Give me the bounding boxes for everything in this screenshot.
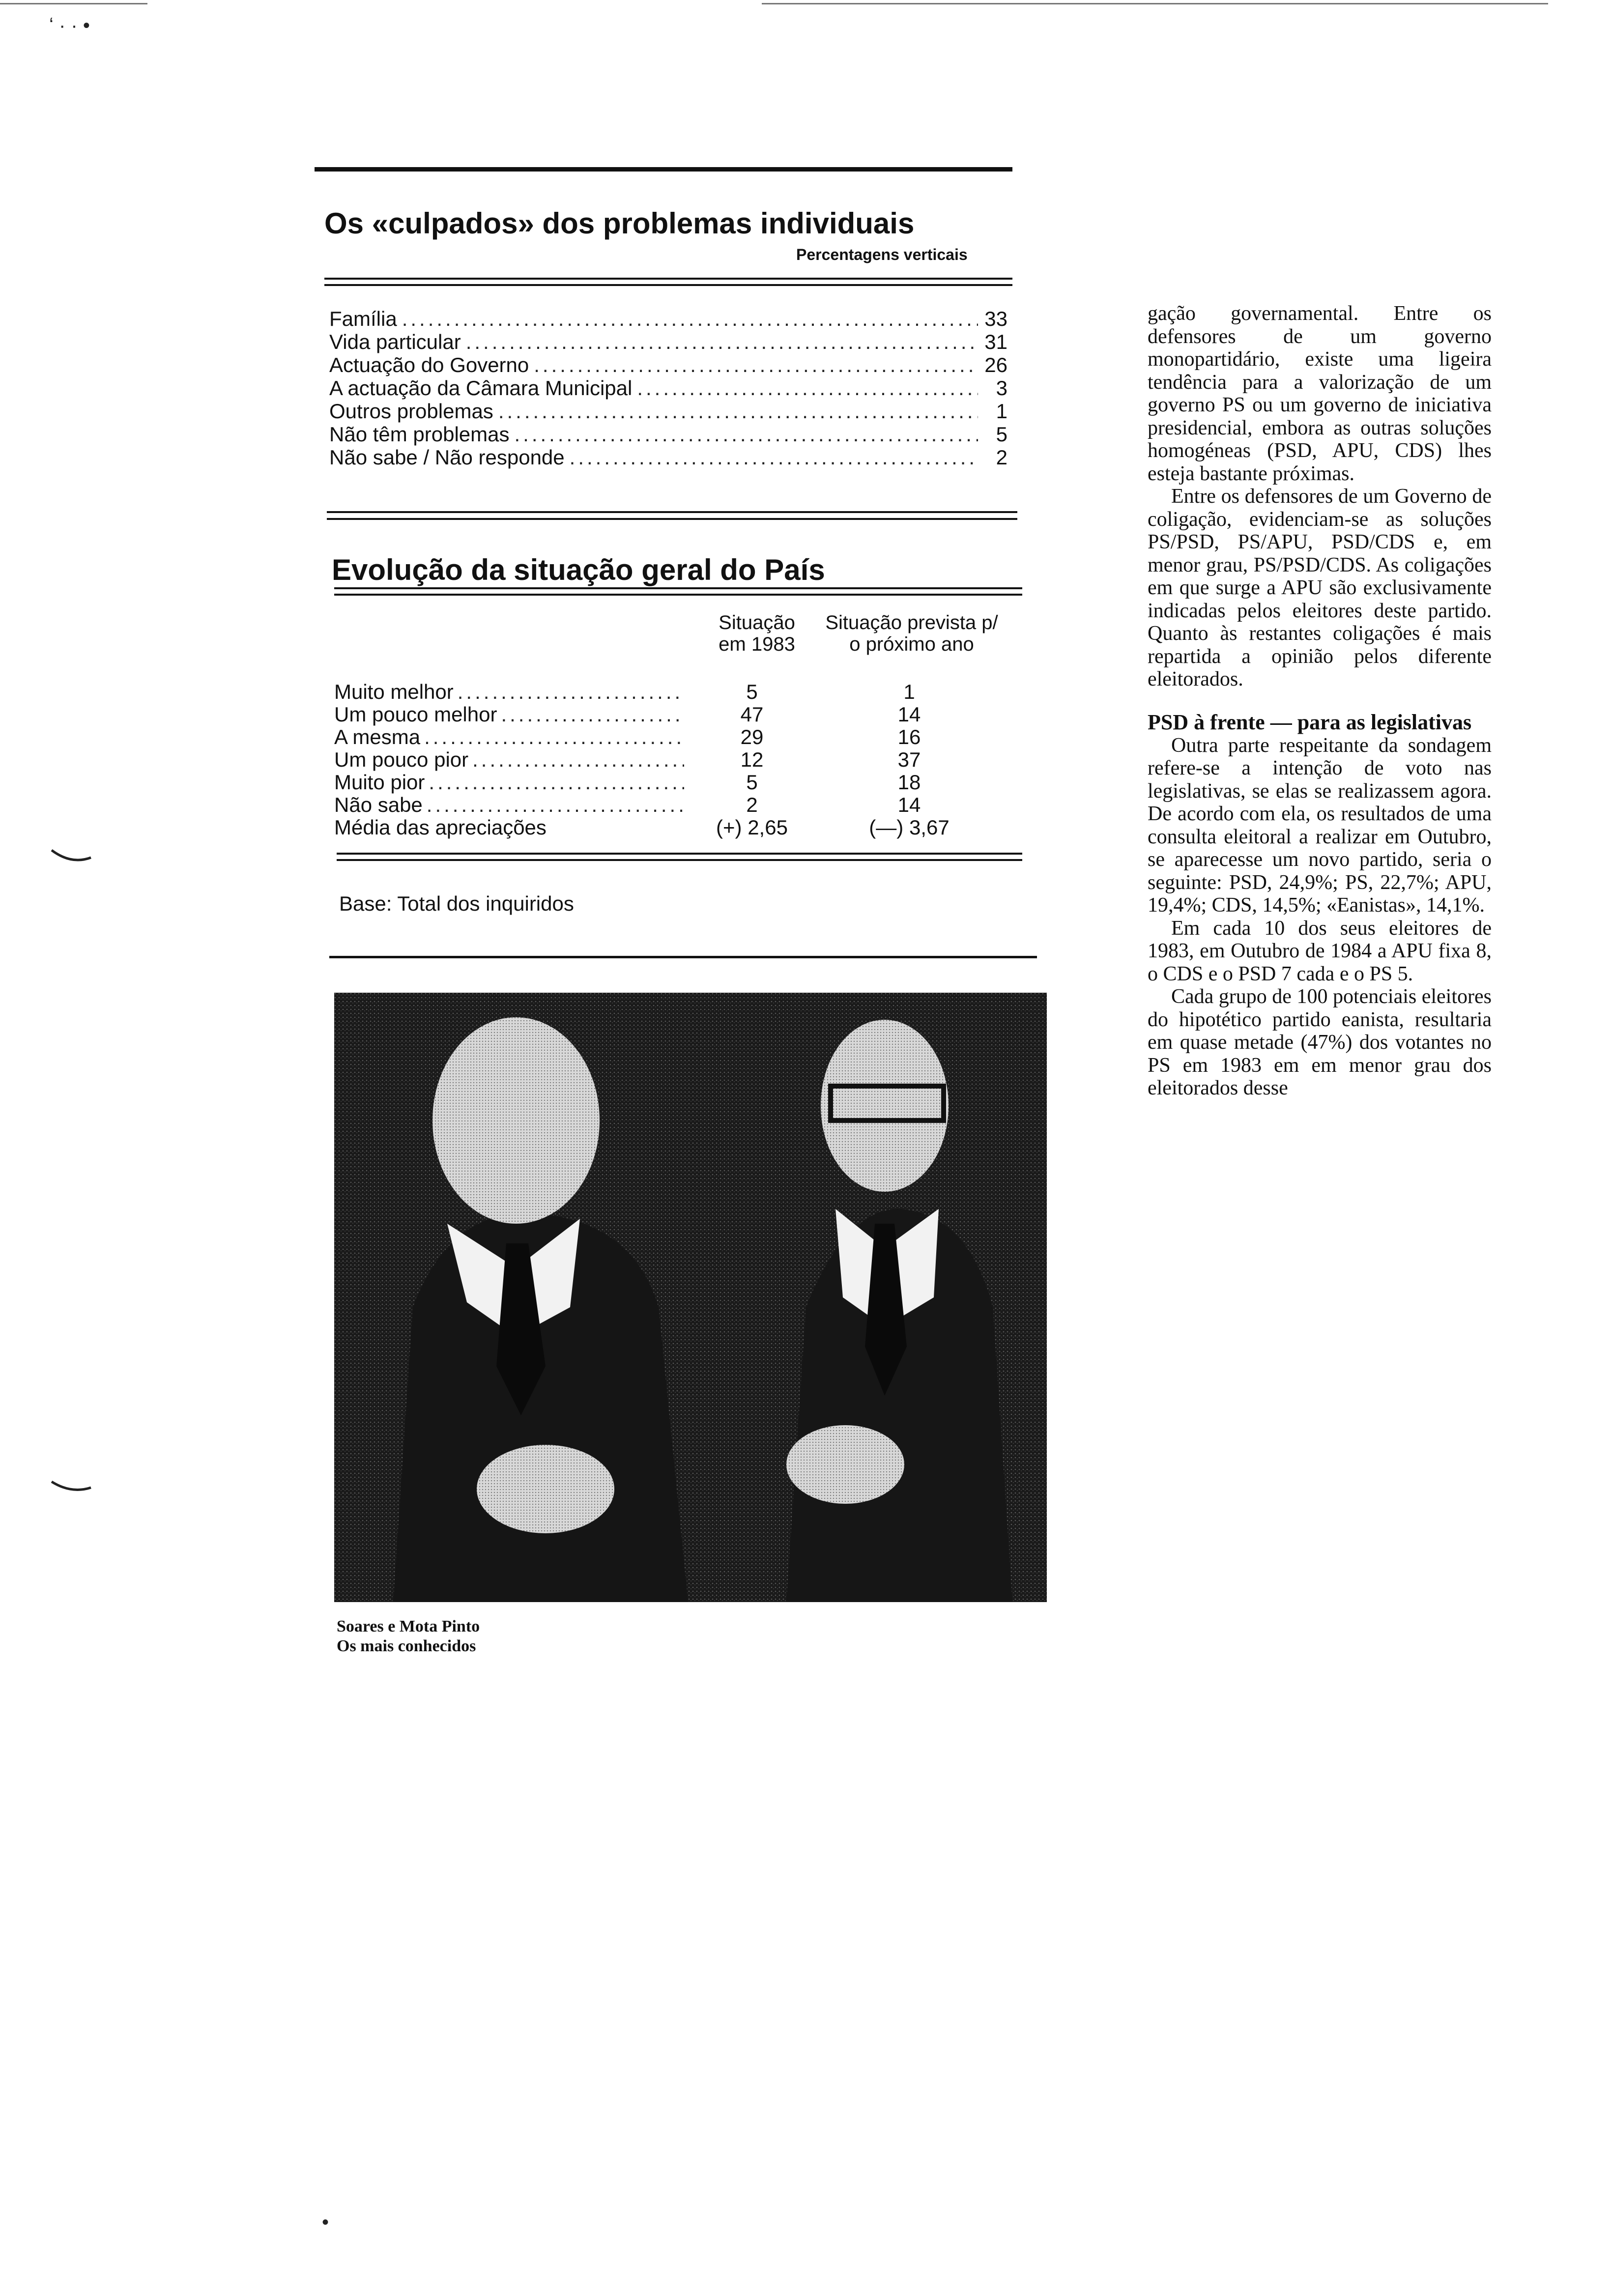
- newspaper-photo: [334, 993, 1047, 1602]
- scan-speck: ʻ · · •: [49, 15, 90, 36]
- row-label: A mesma: [334, 725, 421, 748]
- value-1983: 12: [740, 748, 764, 771]
- value-next-year: 16: [897, 725, 921, 748]
- table2-base-note: Base: Total dos inquiridos: [339, 892, 574, 915]
- value-next-year: 18: [897, 771, 921, 794]
- table-row: [329, 353, 1008, 376]
- scan-edge-line: [762, 3, 1548, 4]
- caption-names: Soares e Mota Pinto: [337, 1617, 480, 1636]
- scan-edge-line: [0, 3, 147, 4]
- article-paragraph: gação governamental. Entre os defensores de um governo monopartidário, existe uma ligeira tendência para a valorização de um governo PS ou um governo de iniciativa presidencial, embora as outras soluções homogéneas (PSD, APU, CDS) lhes esteja bastante próximas.: [1148, 302, 1492, 485]
- value-next-year: 1: [903, 680, 915, 703]
- table1-top-rule: [315, 167, 1012, 172]
- table2-bottom-rule: [337, 853, 1022, 855]
- table2-title-rule: [334, 587, 1022, 589]
- row-value: 26: [984, 353, 1008, 376]
- row-label: Muito melhor: [334, 680, 454, 703]
- table1-body: [329, 307, 1008, 469]
- table2-body: [334, 681, 1003, 839]
- article-paragraph: Cada grupo de 100 potenciais eleitores do hipotético partido eanista, resultaria em quase metade (47%) dos votantes no PS em 1983 em em menor grau dos eleitorados desse: [1148, 985, 1492, 1099]
- value-next-year: 14: [897, 703, 921, 726]
- section-bottom-rule: [329, 956, 1037, 958]
- value-next-year: (—) 3,67: [869, 816, 950, 839]
- value-next-year: 37: [897, 748, 921, 771]
- row-label: Vida particular: [329, 330, 461, 353]
- table2-title-rule: [334, 594, 1022, 596]
- row-label: Não sabe / Não responde: [329, 446, 565, 469]
- scan-curve-mark: [49, 845, 93, 865]
- row-label: Outros problemas: [329, 400, 493, 423]
- row-value: 3: [996, 376, 1008, 400]
- row-label: Um pouco pior: [334, 748, 469, 771]
- table-row: [334, 771, 1003, 794]
- table-row: [334, 748, 1003, 771]
- table-row: [329, 446, 1008, 469]
- row-label: Família: [329, 307, 397, 330]
- row-value: 31: [984, 330, 1008, 353]
- table-row: [334, 726, 1003, 748]
- article-paragraph: Em cada 10 dos seus eleitores de 1983, em Outubro de 1984 a APU fixa 8, o CDS e o PSD 7 cada e o PS 5.: [1148, 917, 1492, 985]
- scan-speck: •: [322, 2211, 329, 2233]
- article-paragraph: Outra parte respeitante da sondagem refere-se a intenção de voto nas legislativas, se elas se realizassem agora. De acordo com ela, os resultados de uma consulta eleitoral a realizar em Outubro, se aparecesse um novo partido, seria o seguinte: PSD, 24,9%; PS, 22,7%; APU, 19,4%; CDS, 14,5%; «Eanistas», 14,1%.: [1148, 734, 1492, 917]
- row-value: 33: [984, 307, 1008, 330]
- scan-curve-mark: [49, 1477, 93, 1496]
- table-row: [329, 400, 1008, 423]
- table-row: [329, 307, 1008, 330]
- value-1983: 2: [746, 793, 758, 816]
- photo-caption: [337, 1617, 480, 1656]
- row-value: 2: [996, 446, 1008, 469]
- table1-header-rule: [324, 278, 1012, 280]
- table-row: [329, 330, 1008, 353]
- row-label: A actuação da Câmara Municipal: [329, 376, 633, 400]
- row-value: 5: [996, 423, 1008, 446]
- table2-title: Evolução da situação geral do País: [332, 553, 825, 586]
- article-paragraph: Entre os defensores de um Governo de coligação, evidenciam-se as soluções PS/PSD, PS/APU, PSD/CDS e, em menor grau, PS/PSD/CDS. As coligações em que surge a APU são exclusivamente indicadas pelos eleitores deste partido. Quanto às restantes coligações é mais repartida a opinião pelos diferente eleitorados.: [1148, 485, 1492, 690]
- column-header-1983: Situação em 1983: [719, 612, 795, 655]
- value-1983: 5: [746, 680, 758, 703]
- table1-header-rule: [324, 284, 1012, 286]
- table1-title: Os «culpados» dos problemas individuais: [324, 207, 915, 240]
- value-1983: 47: [740, 703, 764, 726]
- row-label: Não sabe: [334, 793, 423, 816]
- table1-bottom-rule: [327, 511, 1017, 513]
- column-header-next-year: Situação prevista p/ o próximo ano: [825, 612, 998, 655]
- table-row: [334, 681, 1003, 703]
- row-label: Não têm problemas: [329, 423, 510, 446]
- row-value: 1: [996, 400, 1008, 423]
- table-row: [329, 376, 1008, 400]
- table1-subtitle: Percentagens verticais: [796, 246, 968, 263]
- row-label: Média das apreciações: [334, 816, 547, 839]
- table-row: [329, 423, 1008, 446]
- table-row: [334, 816, 1003, 839]
- row-label: Muito pior: [334, 771, 425, 794]
- article-column: [1148, 302, 1492, 1100]
- table-row: [334, 703, 1003, 726]
- caption-subtitle: Os mais conhecidos: [337, 1637, 476, 1655]
- value-1983: 29: [740, 725, 764, 748]
- table2-bottom-rule: [337, 859, 1022, 861]
- table-row: [334, 794, 1003, 816]
- value-1983: 5: [746, 771, 758, 794]
- value-next-year: 14: [897, 793, 921, 816]
- article-subheading: PSD à frente — para as legislativas: [1148, 710, 1472, 734]
- table1-bottom-rule: [327, 518, 1017, 520]
- row-label: Actuação do Governo: [329, 353, 529, 376]
- row-label: Um pouco melhor: [334, 703, 497, 726]
- value-1983: (+) 2,65: [716, 816, 788, 839]
